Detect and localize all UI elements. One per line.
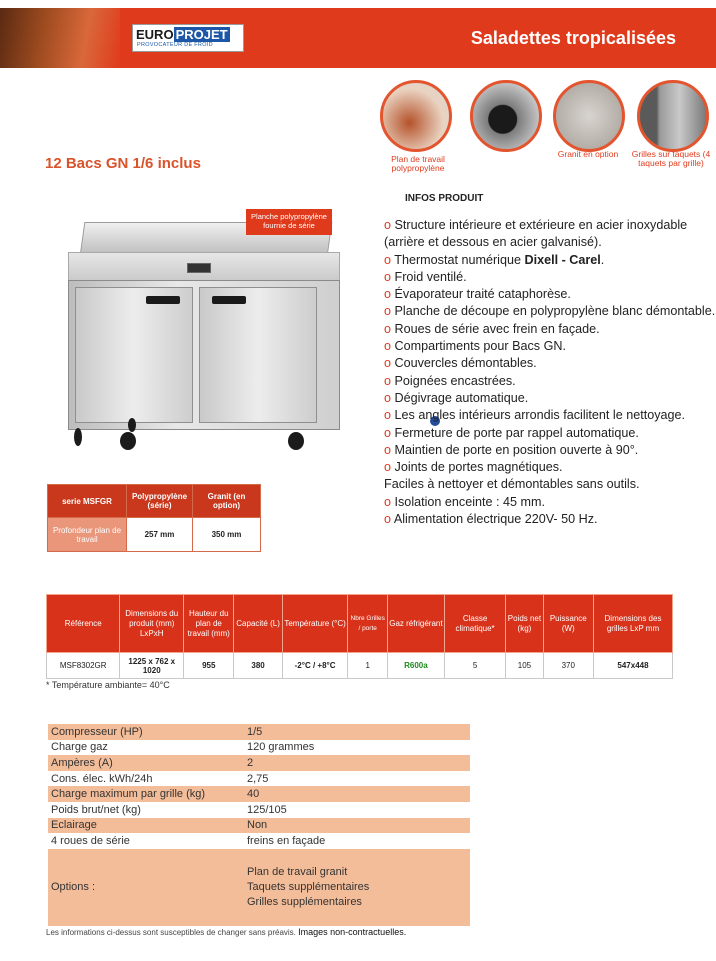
feature-item: o Roues de série avec frein en façade.	[384, 321, 600, 336]
feature-item: o Évaporateur traité cataphorèse.	[384, 287, 571, 302]
spec-value: 120 grammes	[247, 741, 315, 754]
logo-euro-text: EURO	[136, 27, 174, 42]
table-cell: MSF8302GR	[47, 653, 120, 679]
disclaimer-emphasis: Images non-contractuelles.	[298, 927, 407, 937]
spec-row	[48, 786, 470, 802]
option-item: Plan de travail granit	[247, 865, 348, 878]
options-label: Options :	[48, 849, 244, 926]
spec-value: 2,75	[247, 772, 269, 785]
granite-caption: Granit en option	[557, 149, 619, 159]
feature-item: o Couvercles démontables.	[384, 356, 537, 371]
depth-header-granite: Granit (en option)	[193, 485, 261, 518]
grille-photo	[637, 80, 709, 152]
page-title: Saladettes tropicalisées	[470, 28, 676, 48]
column-header: Température (°C)	[282, 595, 348, 653]
spec-row	[48, 724, 470, 740]
feature-item: o Structure intérieure et extérieure en acier inoxydable (arrière et dessous en acier galvanisé).	[384, 218, 688, 250]
option-item: Taquets supplémentaires	[247, 880, 370, 893]
worktop-caption: Plan de travail polypropylène	[391, 154, 445, 173]
table-cell: R600a	[387, 653, 444, 679]
climate-footnote: * Température ambiante= 40°C	[46, 680, 170, 690]
column-header: Hauteur du plan de travail (mm)	[184, 595, 234, 653]
wheel-icon	[128, 418, 136, 432]
bullet-icon: o	[384, 269, 395, 284]
worktop-photo	[380, 80, 452, 152]
europrojet-logo	[132, 24, 244, 52]
bullet-icon: o	[384, 287, 395, 302]
table-row	[47, 653, 673, 679]
spec-value: 125/105	[247, 803, 287, 816]
feature-item: o Thermostat numérique Dixell - Carel.	[384, 252, 605, 267]
spec-row	[48, 818, 470, 834]
feature-item: o Les angles intérieurs arrondis facilitent le nettoyage.	[384, 408, 686, 423]
disclaimer-text: Les informations ci-dessus sont susceptibles de changer sans préavis.	[46, 928, 299, 937]
feature-item: o Isolation enceinte : 45 mm.	[384, 494, 546, 509]
spec-row	[48, 802, 470, 818]
wheel-icon	[288, 432, 304, 450]
specs-table	[48, 724, 470, 926]
depth-row-label: Profondeur plan de travail	[48, 518, 127, 552]
spec-row	[48, 771, 470, 787]
option-item: Grilles supplémentaires	[247, 895, 362, 908]
spec-label: Charge maximum par grille (kg)	[48, 786, 244, 802]
bullet-icon: o	[384, 373, 395, 388]
spec-label: 4 roues de série	[51, 834, 130, 847]
bullet-icon: o	[384, 304, 395, 319]
table-cell: 955	[184, 653, 234, 679]
spec-row	[48, 833, 470, 849]
disclaimer	[46, 927, 406, 937]
bullet-icon: o	[384, 425, 395, 440]
fridge-top	[68, 252, 340, 282]
wheel-icon	[120, 432, 136, 450]
logo-projet-text: PROJET	[175, 27, 228, 42]
table-cell: 1	[348, 653, 387, 679]
header-banner	[0, 8, 716, 68]
column-header: Dimensions du produit (mm) LxPxH	[120, 595, 184, 653]
door-handle	[212, 296, 246, 304]
spec-label: Compresseur (HP)	[48, 724, 244, 740]
saladette-product-image	[68, 220, 340, 460]
right-door	[199, 287, 317, 423]
column-header: Poids net (kg)	[506, 595, 543, 653]
infos-title: INFOS PRODUIT	[405, 193, 484, 204]
bullet-icon: o	[384, 408, 395, 423]
bullet-icon: o	[384, 512, 394, 527]
column-header: Classe climatique*	[444, 595, 505, 653]
depth-value-polypropylene: 257 mm	[127, 518, 193, 552]
table-cell: -2°C / +8°C	[282, 653, 348, 679]
wheel-icon	[74, 428, 82, 446]
table-cell: 5	[444, 653, 505, 679]
bullet-icon: o	[384, 252, 395, 267]
spec-label: Poids brut/net (kg)	[51, 803, 141, 816]
column-header: Capacité (L)	[234, 595, 282, 653]
feature-item: o Joints de portes magnétiques.	[384, 460, 563, 475]
table-cell: 380	[234, 653, 282, 679]
depth-table	[47, 484, 261, 552]
spec-label: Ampères (A)	[48, 755, 244, 771]
column-header: Nbre Grilles / porte	[348, 595, 387, 653]
spec-value: 1/5	[244, 724, 470, 740]
bullet-icon: o	[384, 339, 395, 354]
fridge-body	[68, 280, 340, 430]
bullet-icon: o	[384, 390, 395, 405]
depth-header-polypropylene: Polypropylène (série)	[127, 485, 193, 518]
bullet-icon: o	[384, 218, 395, 232]
spec-value: Non	[244, 818, 470, 834]
table-cell: 370	[543, 653, 593, 679]
digital-thermostat	[187, 263, 211, 273]
spec-row	[48, 755, 470, 771]
options-list	[244, 849, 470, 926]
table-cell: 105	[506, 653, 543, 679]
features-list	[384, 217, 716, 528]
logo-tagline: PROVOCATEUR DE FROID	[137, 42, 213, 48]
spec-value: freins en façade	[247, 834, 326, 847]
bullet-icon: o	[384, 356, 395, 371]
section-subtitle: 12 Bacs GN 1/6 inclus	[45, 155, 201, 172]
spec-label: Charge gaz	[51, 741, 108, 754]
table-cell: 547x448	[593, 653, 672, 679]
feature-item: o Maintien de porte en position ouverte à 90°.	[384, 442, 639, 457]
feature-item: o Froid ventilé.	[384, 269, 467, 284]
feature-item: Faciles à nettoyer et démontables sans outils.	[384, 477, 640, 492]
spec-label: Cons. élec. kWh/24h	[51, 772, 153, 785]
header-food-photo	[0, 8, 120, 68]
bullet-icon: o	[384, 494, 395, 509]
feature-item: o Compartiments pour Bacs GN.	[384, 339, 566, 354]
bullet-icon: o	[384, 460, 395, 475]
feature-item: o Poignées encastrées.	[384, 373, 516, 388]
column-header: Référence	[47, 595, 120, 653]
options-row	[48, 849, 470, 926]
spec-value: 40	[244, 786, 470, 802]
wheel-photo	[470, 80, 542, 152]
spec-row	[48, 740, 470, 756]
depth-header-series: serie MSFGR	[48, 485, 127, 518]
bullet-icon: o	[384, 321, 395, 336]
feature-item: o Fermeture de porte par rappel automatique.	[384, 425, 639, 440]
feature-item: o Planche de découpe en polypropylène blanc démontable.	[384, 304, 716, 319]
table-cell: 1225 x 762 x 1020	[120, 653, 184, 679]
left-door	[75, 287, 193, 423]
spec-value: 2	[244, 755, 470, 771]
granite-photo	[553, 80, 625, 152]
column-header: Puissance (W)	[543, 595, 593, 653]
reference-table	[46, 594, 673, 679]
bullet-icon: o	[384, 442, 395, 457]
depth-value-granite: 350 mm	[193, 518, 261, 552]
spec-label: Eclairage	[48, 818, 244, 834]
feature-item: o Dégivrage automatique.	[384, 390, 529, 405]
column-header: Dimensions des grilles LxP mm	[593, 595, 672, 653]
feature-item: o Alimentation électrique 220V- 50 Hz.	[384, 512, 598, 527]
column-header: Gaz réfrigérant	[387, 595, 444, 653]
door-handle	[146, 296, 180, 304]
grille-caption: Grilles sur taquets (4 taquets par grille)	[631, 149, 711, 168]
worktop-callout: Planche polypropylène fournie de série	[246, 209, 332, 235]
